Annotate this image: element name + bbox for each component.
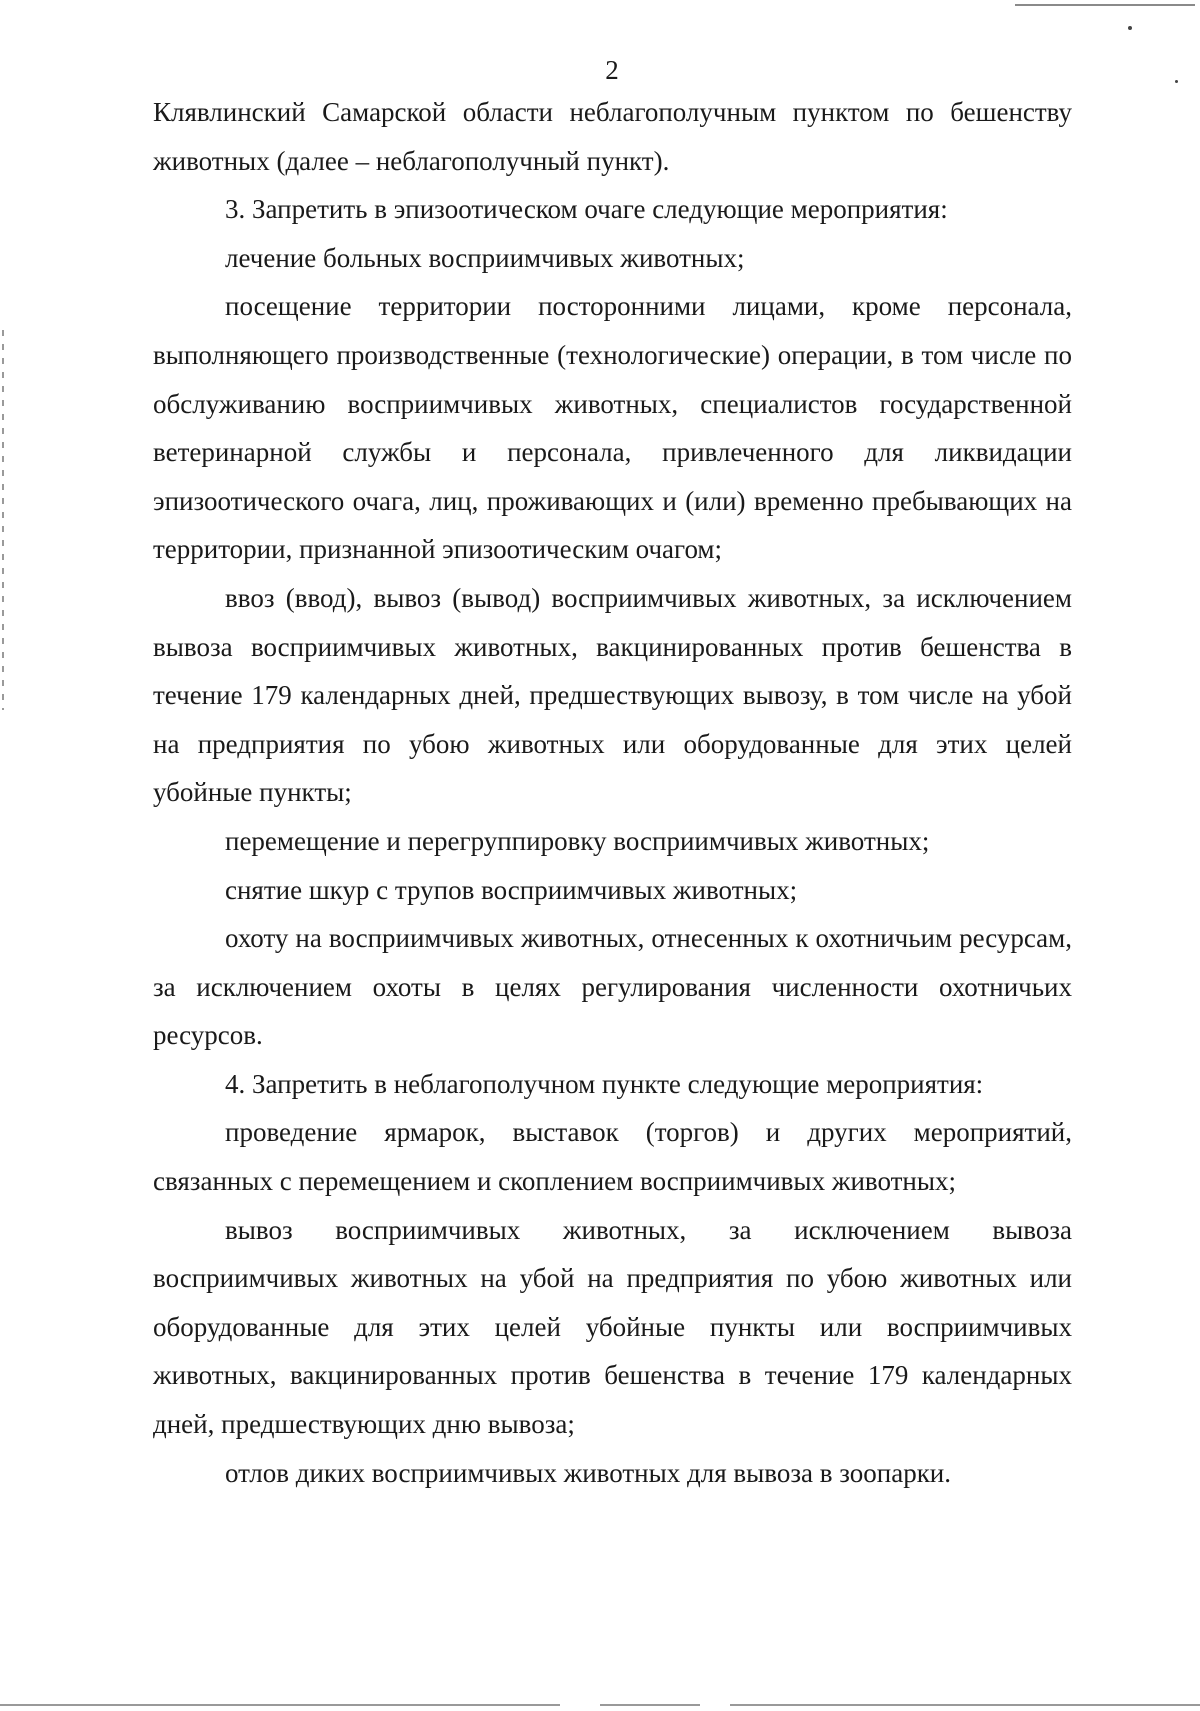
- paragraph: лечение больных восприимчивых животных;: [225, 242, 745, 273]
- scan-edge-bottom: [0, 1704, 1200, 1706]
- paragraph: ввоз (ввод), вывоз (вывод) восприимчивых животных, за исключением вывоза восприимчивых животных, вакцинированных против бешенства в течение 179 календарных дней, предшествующих вывозу, в том числе на убой на предприятия по убою животных или оборудованные для этих целей убойные пункты;: [153, 582, 1072, 808]
- paragraph: вывоз восприимчивых животных, за исключением вывоза восприимчивых животных на убой на предприятия по убою животных или оборудованные для этих целей убойные пункты или восприимчивых животных, вакцинированных против бешенства в течение 179 календарных дней, предшествующих дню вывоза;: [153, 1214, 1072, 1440]
- paragraph: охоту на восприимчивых животных, отнесенных к охотничьим ресурсам, за исключением охоты в целях регулирования численности охотничьих ресурсов.: [153, 923, 1072, 1051]
- paragraph: 3. Запретить в эпизоотическом очаге следующие мероприятия:: [225, 194, 948, 225]
- scan-edge-left: [2, 330, 4, 710]
- paragraph: перемещение и перегруппировку восприимчивых животных;: [225, 825, 930, 856]
- page-number: 2: [605, 55, 619, 85]
- scan-speck: [1128, 26, 1132, 30]
- paragraph: Клявлинский Самарской области неблагополучным пунктом по бешенству животных (далее – неблагополучный пункт).: [153, 97, 1072, 176]
- document-body: [153, 88, 1072, 1497]
- paragraph: посещение территории посторонними лицами, кроме персонала, выполняющего производственные (технологические) операции, в том числе по обслуживанию восприимчивых животных, специалистов государственной ветеринарной службы и персонала, привлеченного для ликвидации эпизоотического очага, лиц, проживающих и (или) временно пребывающих на территории, признанной эпизоотическим очагом;: [153, 291, 1072, 565]
- paragraph: проведение ярмарок, выставок (торгов) и других мероприятий, связанных с перемещением и скоплением восприимчивых животных;: [153, 1117, 1072, 1197]
- paragraph: отлов диких восприимчивых животных для вывоза в зоопарки.: [225, 1457, 952, 1488]
- paragraph: снятие шкур с трупов восприимчивых животных;: [225, 874, 798, 905]
- scan-edge-top: [1015, 4, 1195, 6]
- paragraph: 4. Запретить в неблагополучном пункте следующие мероприятия:: [225, 1068, 984, 1099]
